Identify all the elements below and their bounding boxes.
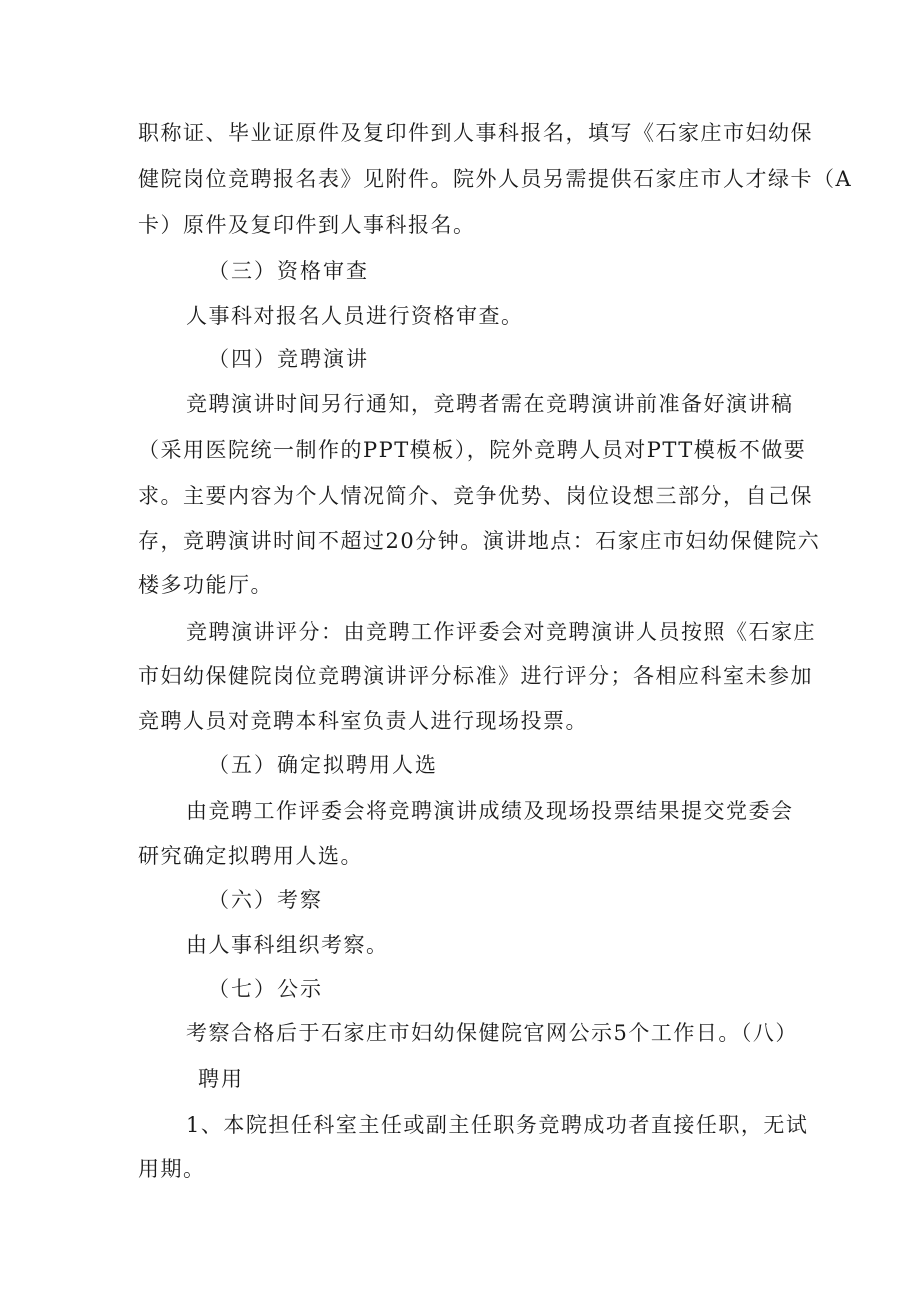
section-heading: （七）公示 [208,977,323,1001]
body-text-line: 市妇幼保健院岗位竞聘演讲评分标准》进行评分；各相应科室未参加 [138,664,813,688]
body-text-line: 研究确定拟聘用人选。 [138,844,363,868]
section-heading: （六）考察 [208,888,323,912]
section-heading: （三）资格审查 [208,259,369,283]
body-text-line: 楼多功能厅。 [138,573,273,597]
section-heading: 聘用 [198,1067,244,1091]
body-text-line: 1、本院担任科室主任或副主任职务竞聘成功者直接任职，无试 [186,1113,809,1137]
body-text-line: 竞聘演讲时间另行通知，竞聘者需在竞聘演讲前准备好演讲稿 [186,392,794,416]
body-text-line: 由竞聘工作评委会将竞聘演讲成绩及现场投票结果提交党委会 [186,799,794,823]
body-text-line: 健院岗位竞聘报名表》见附件。院外人员另需提供石家庄市人才绿卡（A [138,167,853,191]
body-text-line: 职称证、毕业证原件及复印件到人事科报名，填写《石家庄市妇幼保 [138,121,813,145]
body-text-line: 卡）原件及复印件到人事科报名。 [138,213,476,237]
section-heading: （四）竞聘演讲 [208,347,369,371]
body-text-line: 人事科对报名人员进行资格审查。 [186,304,524,328]
body-text-line: 竞聘人员对竞聘本科室负责人进行现场投票。 [138,709,588,733]
body-text-line: 考察合格后于石家庄市妇幼保健院官网公示5个工作日。（八） [186,1021,798,1045]
body-text-line: 竞聘演讲评分：由竞聘工作评委会对竞聘演讲人员按照《石家庄 [186,620,816,644]
body-text-line: （采用医院统一制作的PPT模板），院外竞聘人员对PTT模板不做要 [138,438,807,462]
body-text-line: 用期。 [138,1157,206,1181]
body-text-line: 由人事科组织考察。 [186,933,389,957]
section-heading: （五）确定拟聘用人选 [208,753,438,777]
body-text-line: 求。主要内容为个人情况简介、竞争优势、岗位设想三部分，自己保 [138,484,813,508]
body-text-line: 存，竞聘演讲时间不超过20分钟。演讲地点：石家庄市妇幼保健院六 [138,529,821,553]
